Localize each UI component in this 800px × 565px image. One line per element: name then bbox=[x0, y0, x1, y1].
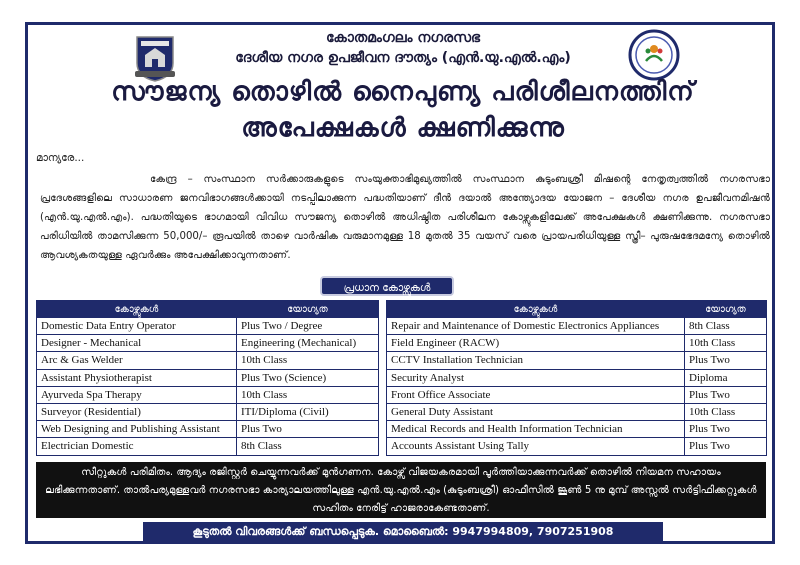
course-cell: Medical Records and Health Information Technician bbox=[387, 421, 685, 438]
municipality-name: കോതമംഗലം നഗരസഭ bbox=[325, 30, 481, 46]
course-header: കോഴ്സുകൾ bbox=[387, 301, 685, 318]
course-cell: Surveyor (Residential) bbox=[37, 403, 237, 420]
qualification-cell: Plus Two (Science) bbox=[237, 369, 379, 386]
table-row bbox=[37, 421, 379, 438]
course-cell: Assistant Physiotherapist bbox=[37, 369, 237, 386]
qualification-cell: Plus Two / Degree bbox=[237, 318, 379, 335]
qualification-cell: ITI/Diploma (Civil) bbox=[237, 403, 379, 420]
qualification-cell: 10th Class bbox=[237, 386, 379, 403]
table-row bbox=[387, 421, 767, 438]
qualification-cell: Plus Two bbox=[685, 386, 767, 403]
table-row bbox=[37, 335, 379, 352]
table-row bbox=[387, 352, 767, 369]
course-cell: CCTV Installation Technician bbox=[387, 352, 685, 369]
qualification-cell: 10th Class bbox=[685, 403, 767, 420]
course-cell: Domestic Data Entry Operator bbox=[37, 318, 237, 335]
course-cell: Electrician Domestic bbox=[37, 438, 237, 455]
title-line-2: അപേക്ഷകൾ ക്ഷണിക്കുന്നു bbox=[241, 113, 565, 143]
qualification-cell: 10th Class bbox=[237, 352, 379, 369]
body-paragraph: കേന്ദ്ര – സംസ്ഥാന സർക്കാരുകളുടെ സംയുക്താഭിമുഖ്യത്തിൽ സംസ്ഥാന കുടുംബശ്രീ മിഷന്റെ നേതൃത്വത്തിൽ നഗരസഭാ പ്രദേശങ്ങളിലെ സാധാരണ ജനവിഭാഗങ്ങൾക്കായി നടപ്പിലാക്കുന്ന പദ്ധതിയാണ് ദീൻ ദയാൽ അന്ത്യോദയ യോജന – ദേശീയ നഗര ഉപജീവനമിഷൻ (എൻ.യു.എൽ.എം). പദ്ധതിയുടെ ഭാഗമായി വിവിധ സൗജന്യ തൊഴിൽ അധിഷ്ഠിത പരിശീലന കോഴ്സുകളിലേക്ക് അപേക്ഷകൾ ക്ഷണിക്കുന്നു. നഗരസഭാ പരിധിയിൽ താമസിക്കുന്ന 50,000/– രൂപയിൽ താഴെ വാർഷിക വരുമാനമുള്ള 18 മുതൽ 35 വയസ് വരെ പ്രായപരിധിയുള്ള സ്ത്രീ– പുരുഷഭേദമന്യേ തൊഴിൽ ആവശ്യകതയുള്ള ഏവർക്കും അപേക്ഷിക്കാവുന്നതാണ്. bbox=[40, 174, 770, 261]
course-header: കോഴ്സുകൾ bbox=[37, 301, 237, 318]
courses-table-right bbox=[386, 300, 767, 456]
qualification-cell: Plus Two bbox=[685, 438, 767, 455]
qualification-cell: Plus Two bbox=[685, 352, 767, 369]
qualification-cell: 10th Class bbox=[685, 335, 767, 352]
qualification-header: യോഗ്യത bbox=[685, 301, 767, 318]
table-row bbox=[37, 369, 379, 386]
courses-table-left bbox=[36, 300, 379, 456]
qualification-cell: Plus Two bbox=[237, 421, 379, 438]
main-courses-label: പ്രധാന കോഴ്സുകൾ bbox=[320, 276, 454, 296]
course-cell: General Duty Assistant bbox=[387, 403, 685, 420]
table-row bbox=[37, 352, 379, 369]
course-cell: Front Office Associate bbox=[387, 386, 685, 403]
footer-note: സീറ്റുകൾ പരിമിതം. ആദ്യം രജിസ്റ്റർ ചെയ്യുന്നവർക്ക് മുൻഗണന. കോഴ്സ് വിജയകരമായി പൂർത്തിയാക്കുന്നവർക്ക് തൊഴിൽ നിയമന സഹായം ലഭിക്കുന്നതാണ്. താൽപര്യമുള്ളവർ നഗരസഭാ കാര്യാലയത്തിലുള്ള എൻ.യു.എൽ.എം (കുടുംബശ്രീ) ഓഫീസിൽ ജൂൺ 5 നു മുമ്പ് അസ്സൽ സർട്ടിഫിക്കറ്റുകൾ സഹിതം നേരിട്ട് ഹാജരാകേണ്ടതാണ്. bbox=[36, 462, 766, 518]
table-row bbox=[387, 369, 767, 386]
course-cell: Web Designing and Publishing Assistant bbox=[37, 421, 237, 438]
qualification-cell: 8th Class bbox=[237, 438, 379, 455]
table-row bbox=[387, 438, 767, 455]
table-row bbox=[37, 386, 379, 403]
qualification-header: യോഗ്യത bbox=[237, 301, 379, 318]
table-row bbox=[387, 403, 767, 420]
course-cell: Field Engineer (RACW) bbox=[387, 335, 685, 352]
qualification-cell: Engineering (Mechanical) bbox=[237, 335, 379, 352]
table-row bbox=[387, 318, 767, 335]
table-row bbox=[37, 403, 379, 420]
qualification-cell: Plus Two bbox=[685, 421, 767, 438]
salutation: മാന്യരേ... bbox=[36, 152, 85, 164]
course-cell: Arc & Gas Welder bbox=[37, 352, 237, 369]
course-cell: Accounts Assistant Using Tally bbox=[387, 438, 685, 455]
qualification-cell: 8th Class bbox=[685, 318, 767, 335]
mission-name: ദേശീയ നഗര ഉപജീവന ദൗത്യം (എൻ.യു.എൽ.എം) bbox=[235, 50, 571, 66]
qualification-cell: Diploma bbox=[685, 369, 767, 386]
contact-bar: കൂടുതൽ വിവരങ്ങൾക്ക് ബന്ധപ്പെടുക. മൊബൈൽ: 9947994809, 7907251908 bbox=[143, 522, 663, 541]
course-cell: Security Analyst bbox=[387, 369, 685, 386]
course-cell: Repair and Maintenance of Domestic Electronics Appliances bbox=[387, 318, 685, 335]
title-line-1: സൗജന്യ തൊഴിൽ നൈപുണ്യ പരിശീലനത്തിന് bbox=[111, 77, 695, 107]
table-row bbox=[387, 386, 767, 403]
course-cell: Designer - Mechanical bbox=[37, 335, 237, 352]
table-row bbox=[37, 438, 379, 455]
table-row bbox=[37, 318, 379, 335]
table-row bbox=[387, 335, 767, 352]
course-cell: Ayurveda Spa Therapy bbox=[37, 386, 237, 403]
notice-frame bbox=[25, 22, 775, 544]
